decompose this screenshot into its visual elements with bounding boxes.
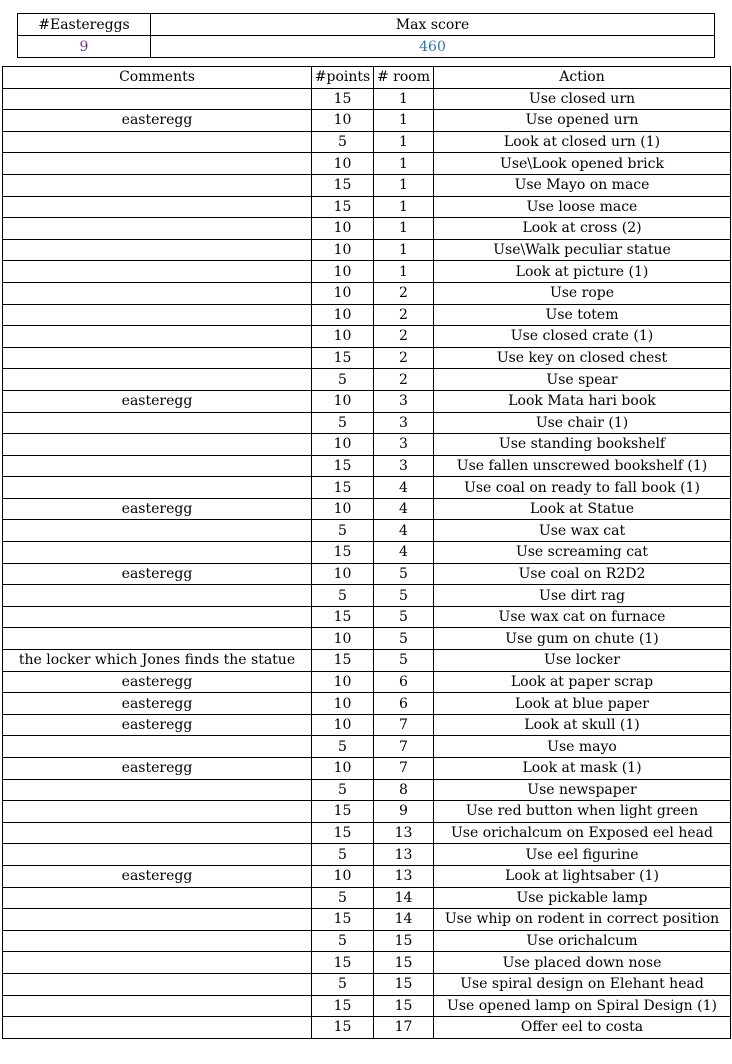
comment-cell [3, 606, 312, 628]
table-row [3, 542, 731, 564]
comment-cell [3, 844, 312, 866]
table-row [3, 822, 731, 844]
action-cell: Use placed down nose [434, 952, 731, 974]
points-cell: 10 [312, 671, 374, 693]
action-cell: Use key on closed chest [434, 347, 731, 369]
points-cell: 15 [312, 909, 374, 931]
action-cell: Use closed crate (1) [434, 326, 731, 348]
header-action: Action [434, 67, 731, 89]
table-row [3, 865, 731, 887]
room-cell: 5 [374, 563, 434, 585]
comment-cell [3, 347, 312, 369]
points-cell: 15 [312, 542, 374, 564]
table-row [3, 650, 731, 672]
action-cell: Use Mayo on mace [434, 174, 731, 196]
action-cell: Use red button when light green [434, 801, 731, 823]
action-cell: Use orichalcum [434, 930, 731, 952]
table-row [3, 779, 731, 801]
table-row [3, 347, 731, 369]
eastereggs-label: #Eastereggs [18, 14, 151, 36]
comment-cell [3, 282, 312, 304]
points-cell: 5 [312, 736, 374, 758]
comment-cell [3, 304, 312, 326]
action-cell: Use fallen unscrewed bookshelf (1) [434, 455, 731, 477]
points-cell: 5 [312, 973, 374, 995]
action-cell: Look at picture (1) [434, 261, 731, 283]
action-cell: Look at blue paper [434, 693, 731, 715]
room-cell: 2 [374, 347, 434, 369]
table-row [3, 88, 731, 110]
room-cell: 4 [374, 477, 434, 499]
table-row [3, 196, 731, 218]
table-row [3, 434, 731, 456]
room-cell: 4 [374, 520, 434, 542]
comment-cell [3, 477, 312, 499]
points-cell: 15 [312, 88, 374, 110]
points-cell: 15 [312, 196, 374, 218]
room-cell: 13 [374, 822, 434, 844]
points-cell: 10 [312, 282, 374, 304]
comment-cell [3, 801, 312, 823]
points-cell: 5 [312, 585, 374, 607]
action-cell: Use rope [434, 282, 731, 304]
table-row [3, 174, 731, 196]
comment-cell: the locker which Jones finds the statue [3, 650, 312, 672]
action-cell: Use newspaper [434, 779, 731, 801]
room-cell: 1 [374, 239, 434, 261]
table-row [3, 477, 731, 499]
points-cell: 15 [312, 477, 374, 499]
points-cell: 15 [312, 1017, 374, 1039]
points-cell: 15 [312, 455, 374, 477]
room-cell: 3 [374, 455, 434, 477]
action-cell: Look at lightsaber (1) [434, 865, 731, 887]
comment-cell [3, 434, 312, 456]
table-row [3, 973, 731, 995]
action-cell: Look at skull (1) [434, 714, 731, 736]
comment-cell: easteregg [3, 498, 312, 520]
room-cell: 15 [374, 973, 434, 995]
comment-cell: easteregg [3, 693, 312, 715]
comment-cell [3, 88, 312, 110]
comment-cell: easteregg [3, 714, 312, 736]
points-cell: 10 [312, 326, 374, 348]
comment-cell [3, 952, 312, 974]
points-cell: 10 [312, 693, 374, 715]
room-cell: 2 [374, 282, 434, 304]
header-comments: Comments [3, 67, 312, 89]
room-cell: 4 [374, 498, 434, 520]
action-cell: Use orichalcum on Exposed eel head [434, 822, 731, 844]
comment-cell [3, 174, 312, 196]
table-row [3, 995, 731, 1017]
action-cell: Use whip on rodent in correct position [434, 909, 731, 931]
comment-cell [3, 909, 312, 931]
maxscore-label: Max score [151, 14, 715, 36]
action-cell: Look Mata hari book [434, 390, 731, 412]
points-cell: 10 [312, 714, 374, 736]
comment-cell [3, 369, 312, 391]
action-cell: Look at cross (2) [434, 218, 731, 240]
points-cell: 5 [312, 887, 374, 909]
action-cell: Use closed urn [434, 88, 731, 110]
table-row [3, 261, 731, 283]
room-cell: 1 [374, 261, 434, 283]
table-row [3, 239, 731, 261]
header-room: # room [374, 67, 434, 89]
room-cell: 3 [374, 412, 434, 434]
comment-cell: easteregg [3, 865, 312, 887]
summary-header-row [18, 14, 715, 36]
room-cell: 7 [374, 714, 434, 736]
action-cell: Use opened lamp on Spiral Design (1) [434, 995, 731, 1017]
room-cell: 1 [374, 110, 434, 132]
action-cell: Use spear [434, 369, 731, 391]
table-row [3, 930, 731, 952]
table-row [3, 390, 731, 412]
points-cell: 15 [312, 606, 374, 628]
action-cell: Use standing bookshelf [434, 434, 731, 456]
table-row [3, 801, 731, 823]
action-cell: Use coal on R2D2 [434, 563, 731, 585]
action-cell: Use dirt rag [434, 585, 731, 607]
action-cell: Use screaming cat [434, 542, 731, 564]
comment-cell [3, 261, 312, 283]
points-cell: 15 [312, 952, 374, 974]
comment-cell [3, 887, 312, 909]
points-cell: 10 [312, 153, 374, 175]
action-cell: Use loose mace [434, 196, 731, 218]
action-cell: Look at Statue [434, 498, 731, 520]
action-cell: Use pickable lamp [434, 887, 731, 909]
points-cell: 5 [312, 131, 374, 153]
table-row [3, 606, 731, 628]
room-cell: 7 [374, 736, 434, 758]
room-cell: 15 [374, 930, 434, 952]
room-cell: 4 [374, 542, 434, 564]
table-row [3, 520, 731, 542]
table-row [3, 131, 731, 153]
comment-cell [3, 628, 312, 650]
action-cell: Look at mask (1) [434, 758, 731, 780]
room-cell: 5 [374, 606, 434, 628]
points-cell: 15 [312, 650, 374, 672]
table-row [3, 887, 731, 909]
room-cell: 1 [374, 196, 434, 218]
table-row [3, 304, 731, 326]
points-cell: 5 [312, 369, 374, 391]
points-cell: 5 [312, 844, 374, 866]
comment-cell [3, 973, 312, 995]
action-cell: Use mayo [434, 736, 731, 758]
room-cell: 17 [374, 1017, 434, 1039]
comment-cell [3, 930, 312, 952]
points-cell: 10 [312, 628, 374, 650]
room-cell: 3 [374, 434, 434, 456]
points-cell: 10 [312, 758, 374, 780]
points-cell: 5 [312, 779, 374, 801]
table-row [3, 736, 731, 758]
summary-table [17, 13, 715, 58]
comment-cell [3, 326, 312, 348]
points-cell: 10 [312, 498, 374, 520]
table-row [3, 671, 731, 693]
comment-cell [3, 995, 312, 1017]
room-cell: 3 [374, 390, 434, 412]
comment-cell: easteregg [3, 390, 312, 412]
points-table [2, 66, 731, 1039]
room-cell: 7 [374, 758, 434, 780]
table-row [3, 952, 731, 974]
points-cell: 10 [312, 110, 374, 132]
action-cell: Use eel figurine [434, 844, 731, 866]
action-cell: Use totem [434, 304, 731, 326]
table-row [3, 455, 731, 477]
room-cell: 5 [374, 650, 434, 672]
maxscore-value: 460 [151, 36, 715, 58]
room-cell: 5 [374, 628, 434, 650]
comment-cell [3, 1017, 312, 1039]
points-cell: 10 [312, 261, 374, 283]
comment-cell [3, 455, 312, 477]
points-cell: 10 [312, 390, 374, 412]
action-cell: Use opened urn [434, 110, 731, 132]
room-cell: 9 [374, 801, 434, 823]
room-cell: 1 [374, 131, 434, 153]
points-cell: 15 [312, 801, 374, 823]
room-cell: 1 [374, 153, 434, 175]
action-cell: Look at closed urn (1) [434, 131, 731, 153]
room-cell: 1 [374, 174, 434, 196]
points-cell: 5 [312, 412, 374, 434]
points-cell: 10 [312, 239, 374, 261]
comment-cell [3, 239, 312, 261]
points-cell: 15 [312, 174, 374, 196]
action-cell: Use chair (1) [434, 412, 731, 434]
action-cell: Use\Walk peculiar statue [434, 239, 731, 261]
room-cell: 5 [374, 585, 434, 607]
header-points: #points [312, 67, 374, 89]
comment-cell [3, 196, 312, 218]
action-cell: Look at paper scrap [434, 671, 731, 693]
room-cell: 6 [374, 693, 434, 715]
points-cell: 10 [312, 563, 374, 585]
comment-cell [3, 520, 312, 542]
comment-cell [3, 131, 312, 153]
points-cell: 10 [312, 865, 374, 887]
points-cell: 10 [312, 304, 374, 326]
room-cell: 6 [374, 671, 434, 693]
room-cell: 13 [374, 844, 434, 866]
action-cell: Offer eel to costa [434, 1017, 731, 1039]
action-cell: Use\Look opened brick [434, 153, 731, 175]
table-body [3, 88, 731, 1038]
table-row [3, 585, 731, 607]
room-cell: 14 [374, 909, 434, 931]
room-cell: 2 [374, 369, 434, 391]
table-row [3, 153, 731, 175]
room-cell: 1 [374, 218, 434, 240]
comment-cell [3, 779, 312, 801]
table-header-row [3, 67, 731, 89]
points-cell: 15 [312, 347, 374, 369]
points-cell: 10 [312, 218, 374, 240]
table-row [3, 412, 731, 434]
room-cell: 15 [374, 952, 434, 974]
room-cell: 8 [374, 779, 434, 801]
room-cell: 14 [374, 887, 434, 909]
room-cell: 2 [374, 304, 434, 326]
comment-cell: easteregg [3, 110, 312, 132]
room-cell: 1 [374, 88, 434, 110]
points-cell: 10 [312, 434, 374, 456]
comment-cell [3, 218, 312, 240]
room-cell: 13 [374, 865, 434, 887]
action-cell: Use wax cat on furnace [434, 606, 731, 628]
points-cell: 15 [312, 995, 374, 1017]
table-row [3, 758, 731, 780]
points-cell: 5 [312, 520, 374, 542]
action-cell: Use locker [434, 650, 731, 672]
table-row [3, 844, 731, 866]
table-row [3, 628, 731, 650]
comment-cell [3, 822, 312, 844]
table-row [3, 714, 731, 736]
comment-cell [3, 153, 312, 175]
table-row [3, 563, 731, 585]
table-row [3, 282, 731, 304]
table-row [3, 218, 731, 240]
comment-cell [3, 412, 312, 434]
points-cell: 15 [312, 822, 374, 844]
comment-cell [3, 585, 312, 607]
action-cell: Use gum on chute (1) [434, 628, 731, 650]
action-cell: Use coal on ready to fall book (1) [434, 477, 731, 499]
comment-cell [3, 736, 312, 758]
room-cell: 15 [374, 995, 434, 1017]
table-row [3, 909, 731, 931]
table-row [3, 369, 731, 391]
comment-cell: easteregg [3, 758, 312, 780]
table-row [3, 693, 731, 715]
table-row [3, 1017, 731, 1039]
action-cell: Use wax cat [434, 520, 731, 542]
table-row [3, 110, 731, 132]
comment-cell [3, 542, 312, 564]
summary-value-row [18, 36, 715, 58]
table-row [3, 498, 731, 520]
table-row [3, 326, 731, 348]
room-cell: 2 [374, 326, 434, 348]
comment-cell: easteregg [3, 671, 312, 693]
eastereggs-value: 9 [18, 36, 151, 58]
action-cell: Use spiral design on Elehant head [434, 973, 731, 995]
comment-cell: easteregg [3, 563, 312, 585]
points-cell: 5 [312, 930, 374, 952]
